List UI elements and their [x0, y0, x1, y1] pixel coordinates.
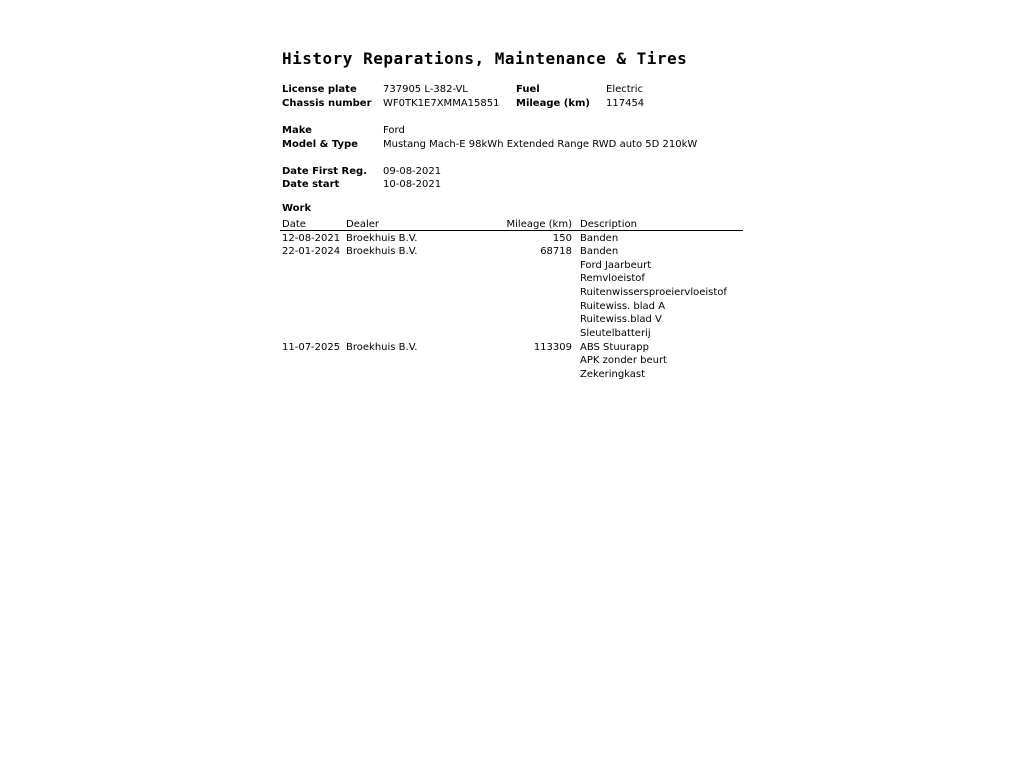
model-label: Model & Type: [282, 139, 358, 150]
row-description-item: Ruitenwissersproeiervloeistof: [580, 287, 727, 298]
row-mileage: 150: [552, 233, 572, 244]
row-mileage: 68718: [540, 246, 572, 257]
date-start-label: Date start: [282, 179, 340, 190]
row-date: 11-07-2025: [282, 342, 341, 353]
row-description-item: Ruitewiss. blad A: [580, 301, 666, 312]
model-value: Mustang Mach-E 98kWh Extended Range RWD auto 5D 210kW: [383, 139, 698, 150]
column-header-date: Date: [282, 219, 306, 230]
chassis-label: Chassis number: [282, 98, 372, 109]
row-dealer: Broekhuis B.V.: [346, 342, 418, 353]
row-description-item: Banden: [580, 246, 619, 257]
row-description-item: Remvloeistof: [580, 273, 645, 284]
fuel-value: Electric: [606, 84, 644, 95]
work-section-label: Work: [282, 203, 312, 214]
column-header-mileage: Mileage (km): [506, 219, 572, 230]
row-description-item: ABS Stuurapp: [580, 342, 649, 353]
fuel-label: Fuel: [516, 84, 540, 95]
column-header-description: Description: [580, 219, 637, 230]
row-description-item: Ford Jaarbeurt: [580, 260, 652, 271]
license-plate-label: License plate: [282, 84, 357, 95]
header-divider: [280, 230, 743, 231]
row-description-item: Ruitewiss.blad V: [580, 314, 662, 325]
first-reg-value: 09-08-2021: [383, 166, 442, 177]
make-value: Ford: [383, 125, 405, 136]
mileage-value: 117454: [606, 98, 645, 109]
mileage-label: Mileage (km): [516, 98, 590, 109]
row-date: 12-08-2021: [282, 233, 341, 244]
first-reg-label: Date First Reg.: [282, 166, 367, 177]
page-title: History Reparations, Maintenance & Tires: [282, 49, 688, 68]
make-label: Make: [282, 125, 312, 136]
row-date: 22-01-2024: [282, 246, 341, 257]
row-description-item: Sleutelbatterij: [580, 328, 651, 339]
row-dealer: Broekhuis B.V.: [346, 233, 418, 244]
chassis-value: WF0TK1E7XMMA15851: [383, 98, 500, 109]
row-description-item: Banden: [580, 233, 619, 244]
row-dealer: Broekhuis B.V.: [346, 246, 418, 257]
license-plate-value: 737905 L-382-VL: [383, 84, 468, 95]
row-description-item: APK zonder beurt: [580, 355, 667, 366]
row-description-item: Zekeringkast: [580, 369, 646, 380]
column-header-dealer: Dealer: [346, 219, 380, 230]
date-start-value: 10-08-2021: [383, 179, 442, 190]
row-mileage: 113309: [533, 342, 572, 353]
